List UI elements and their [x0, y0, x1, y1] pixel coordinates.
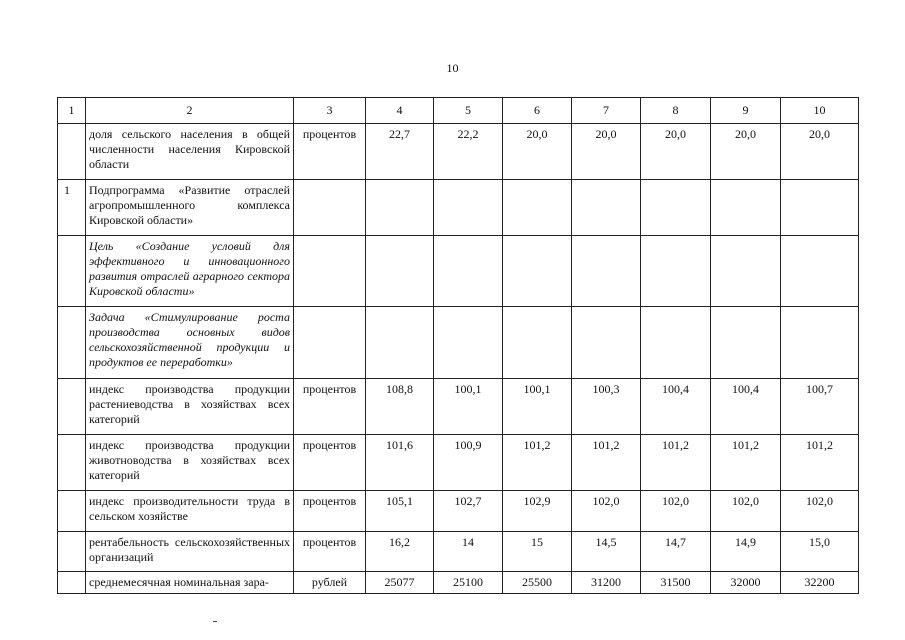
header-cell: 6 [503, 98, 572, 124]
indicator-name-cell: Подпрограмма «Развитие отраслей агропромышленного комплекса Кировской области» [86, 180, 294, 236]
row-number-cell [58, 379, 86, 435]
table-row [58, 379, 859, 435]
row-number-cell: 1 [58, 180, 86, 236]
table-row [58, 572, 859, 594]
value-cell: 102,0 [641, 491, 711, 532]
value-cell: 20,0 [572, 124, 641, 180]
value-cell: 101,2 [641, 435, 711, 491]
value-cell: 14 [434, 532, 503, 572]
value-cell: 25500 [503, 572, 572, 594]
value-cell: 100,1 [503, 379, 572, 435]
value-cell [503, 307, 572, 379]
header-cell: 10 [781, 98, 859, 124]
indicator-name-cell: индекс производства продукции животноводства в хозяйствах всех категорий [86, 435, 294, 491]
value-cell [366, 180, 434, 236]
unit-cell: процентов [294, 532, 366, 572]
value-cell: 15,0 [781, 532, 859, 572]
value-cell: 20,0 [711, 124, 781, 180]
value-cell [434, 236, 503, 307]
value-cell: 108,8 [366, 379, 434, 435]
table-row [58, 532, 859, 572]
value-cell [641, 307, 711, 379]
indicators-table [57, 97, 859, 594]
value-cell: 20,0 [503, 124, 572, 180]
table-row [58, 236, 859, 307]
value-cell [503, 236, 572, 307]
value-cell [781, 180, 859, 236]
value-cell [641, 236, 711, 307]
table-row [58, 307, 859, 379]
value-cell: 14,9 [711, 532, 781, 572]
table-row [58, 180, 859, 236]
value-cell [434, 307, 503, 379]
value-cell [711, 307, 781, 379]
value-cell: 32000 [711, 572, 781, 594]
value-cell: 100,4 [641, 379, 711, 435]
indicator-name-cell: индекс производства продукции растениеводства в хозяйствах всех категорий [86, 379, 294, 435]
value-cell [572, 180, 641, 236]
unit-cell: процентов [294, 379, 366, 435]
unit-cell: рублей [294, 572, 366, 594]
value-cell: 102,9 [503, 491, 572, 532]
value-cell: 100,9 [434, 435, 503, 491]
indicator-name-cell: доля сельского населения в общей численности населения Кировской области [86, 124, 294, 180]
unit-cell [294, 236, 366, 307]
row-number-cell [58, 435, 86, 491]
value-cell [503, 180, 572, 236]
value-cell: 14,5 [572, 532, 641, 572]
header-cell: 7 [572, 98, 641, 124]
page-number: 10 [446, 61, 459, 75]
value-cell: 14,7 [641, 532, 711, 572]
table-row [58, 435, 859, 491]
scan-mark [213, 621, 217, 622]
value-cell: 15 [503, 532, 572, 572]
unit-cell: процентов [294, 435, 366, 491]
value-cell: 101,2 [503, 435, 572, 491]
value-cell: 20,0 [641, 124, 711, 180]
value-cell: 105,1 [366, 491, 434, 532]
value-cell: 31200 [572, 572, 641, 594]
unit-cell: процентов [294, 124, 366, 180]
indicator-name-cell: индекс производительности труда в сельском хозяйстве [86, 491, 294, 532]
unit-cell [294, 180, 366, 236]
header-cell: 4 [366, 98, 434, 124]
value-cell [641, 180, 711, 236]
value-cell [572, 307, 641, 379]
value-cell: 102,0 [781, 491, 859, 532]
value-cell: 100,3 [572, 379, 641, 435]
header-cell: 8 [641, 98, 711, 124]
value-cell [711, 236, 781, 307]
row-number-cell [58, 307, 86, 379]
value-cell: 101,2 [711, 435, 781, 491]
value-cell [434, 180, 503, 236]
indicator-name-cell: среднемесячная номинальная зара- [86, 572, 294, 594]
value-cell [572, 236, 641, 307]
table-row [58, 491, 859, 532]
header-cell: 1 [58, 98, 86, 124]
value-cell: 102,7 [434, 491, 503, 532]
value-cell: 102,0 [711, 491, 781, 532]
header-row [58, 98, 859, 124]
row-number-cell [58, 572, 86, 594]
value-cell: 100,1 [434, 379, 503, 435]
value-cell: 101,2 [572, 435, 641, 491]
value-cell [366, 307, 434, 379]
value-cell: 20,0 [781, 124, 859, 180]
value-cell: 102,0 [572, 491, 641, 532]
value-cell: 16,2 [366, 532, 434, 572]
value-cell [781, 236, 859, 307]
value-cell: 32200 [781, 572, 859, 594]
header-cell: 3 [294, 98, 366, 124]
value-cell [711, 180, 781, 236]
unit-cell [294, 307, 366, 379]
row-number-cell [58, 532, 86, 572]
header-cell: 9 [711, 98, 781, 124]
unit-cell: процентов [294, 491, 366, 532]
indicator-name-cell: Цель «Создание условий для эффективного и инновационного развития отраслей аграрного сектора Кировской области» [86, 236, 294, 307]
value-cell: 22,2 [434, 124, 503, 180]
value-cell [781, 307, 859, 379]
indicator-name-cell: Задача «Стимулирование роста производства основных видов сельскохозяйственной продукции и продуктов ее переработки» [86, 307, 294, 379]
value-cell: 22,7 [366, 124, 434, 180]
header-cell: 2 [86, 98, 294, 124]
value-cell: 31500 [641, 572, 711, 594]
row-number-cell [58, 236, 86, 307]
value-cell: 100,7 [781, 379, 859, 435]
header-cell: 5 [434, 98, 503, 124]
value-cell: 101,6 [366, 435, 434, 491]
value-cell: 25100 [434, 572, 503, 594]
value-cell: 25077 [366, 572, 434, 594]
value-cell: 101,2 [781, 435, 859, 491]
row-number-cell [58, 124, 86, 180]
row-number-cell [58, 491, 86, 532]
indicator-name-cell: рентабельность сельскохозяйственных организаций [86, 532, 294, 572]
value-cell: 100,4 [711, 379, 781, 435]
table-row [58, 124, 859, 180]
value-cell [366, 236, 434, 307]
